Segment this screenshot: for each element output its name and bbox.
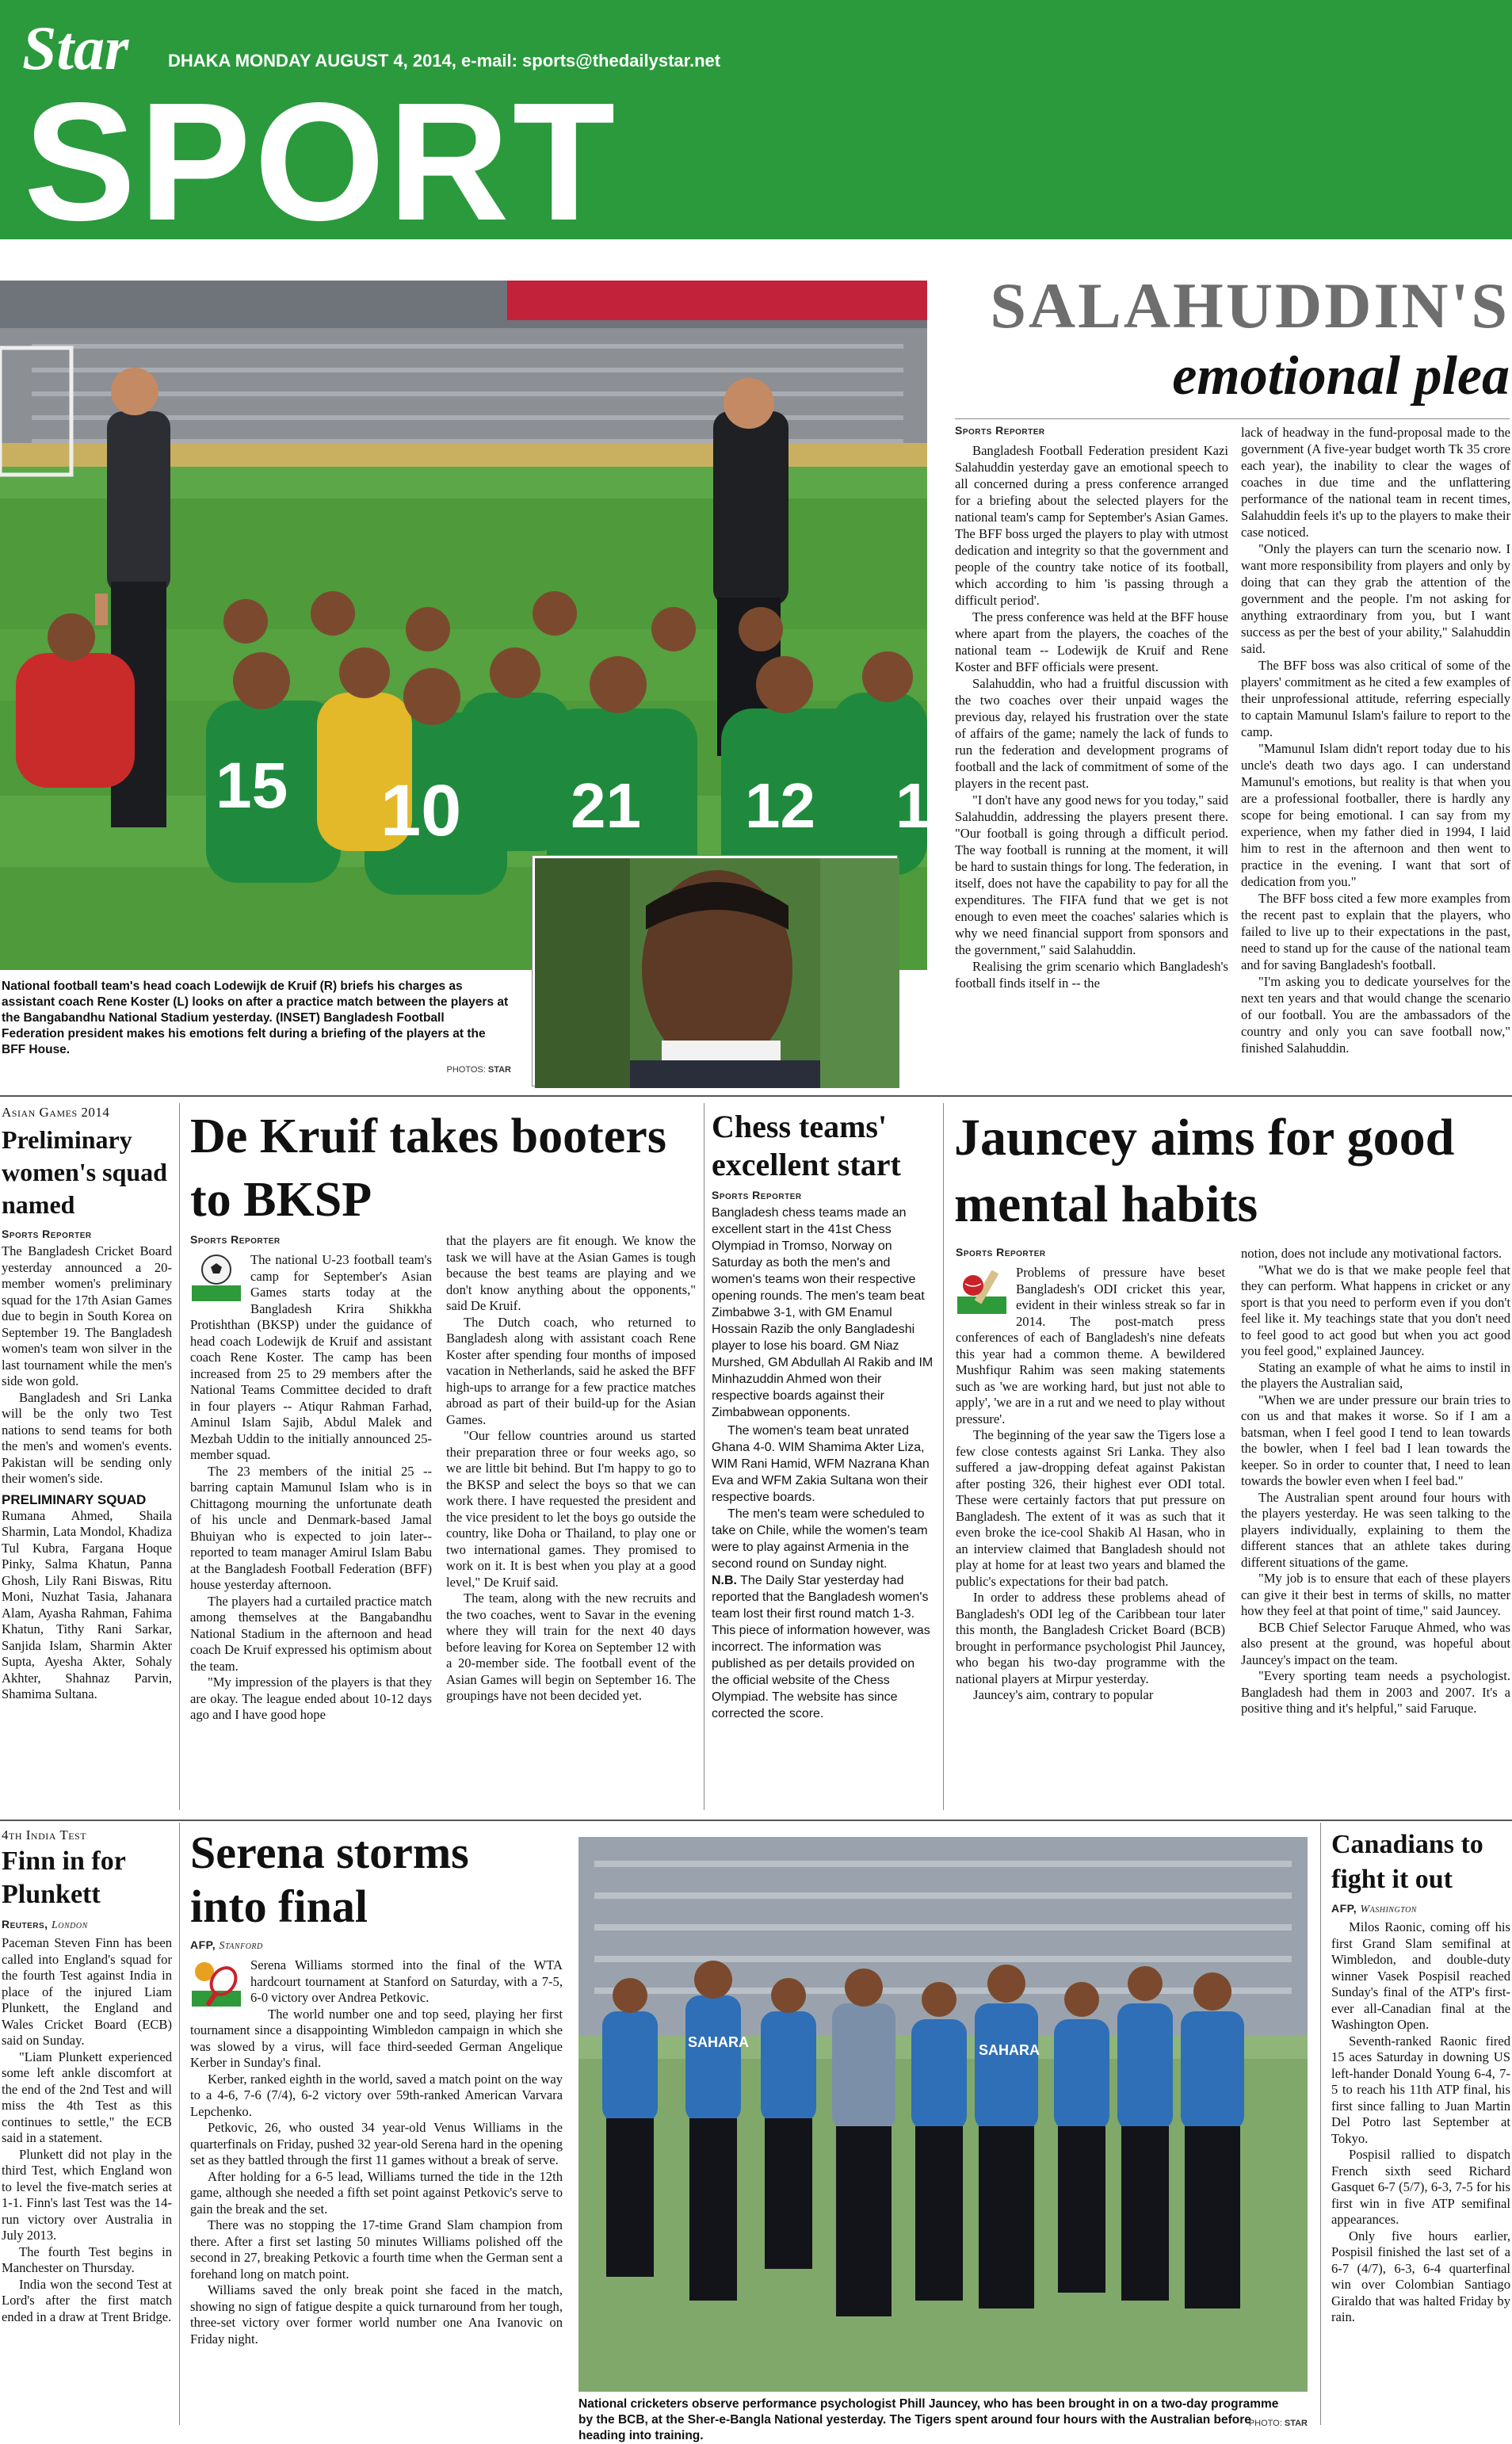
paragraph: "Only the players can turn the scenario now. I want more responsibility from players and only by doing that can they grab the attention of the government and the people. I'm not asking for anything extraordinary from you, but I want success as per the best of your ability," Salahuddin said. bbox=[1241, 541, 1510, 656]
paragraph: Bangladesh Football Federation president Kazi Salahuddin yesterday gave an emotional speech to all concerned during a press conference arranged for a briefing about the selected players for the national team's camp for September's Asian Games. The BFF boss urged the players to play with utmost dedication and integrity so that the government and people of the country take notice of its football, which according to him 'is passing through a difficult period'. bbox=[955, 443, 1228, 608]
paragraph: The players had a curtailed practice match among themselves at the Bangabandhu National Stadium in the afternoon and head coach De Kruif expressed his optimism about the team. bbox=[190, 1593, 432, 1674]
paragraph: Problems of pressure have beset Bangladesh's ODI cricket this year, evident in their winless streak so far in 2014. The post-match press conferences of each of Bangladesh's nine defeats this year had a common theme. A bewildered Mushfiqur Rahim was seen making statements such as 'we are working hard, but just not able to apply', 'we are in a rut and we need to play without pressure'. bbox=[956, 1265, 1225, 1426]
paragraph: "I don't have any good news for you today," said Salahuddin, addressing the players present there. "Our football is going through a difficult period. The way football is running at the moment, it will be hard to sustain things for long. The federation, in itself, does not have the capability to pay for all the expenditures. The FIFA fund that we get is not enough to even meet the coaches' salaries which is why we need financial support from sponsors and the government," said Salahuddin. bbox=[955, 792, 1228, 957]
dekruif-col-1 bbox=[190, 1252, 432, 1839]
dekruif-headline: De Kruif takes booters to BKSP bbox=[190, 1109, 666, 1227]
section-rule bbox=[0, 1095, 1512, 1097]
credit-source: STAR bbox=[487, 1065, 511, 1075]
lead-headline-1: SALAHUDDIN'S bbox=[990, 269, 1510, 342]
finn-agency: Reuters, bbox=[2, 1918, 48, 1930]
dekruif-byline: Sports Reporter bbox=[190, 1233, 281, 1246]
cricket-photo bbox=[578, 1837, 1308, 2392]
paragraph: Kerber, ranked eighth in the world, saved a match point on the way to a 4-6, 7-6 (7/4), 6-2 victory over 59th-ranked American Varvara Lepchenko. bbox=[190, 2071, 563, 2119]
paragraph: The world number one and top seed, playing her first tournament since a disappointing Wimbledon campaign in which she was slowed by a virus, will face third-seeded German Angelique Kerber in Sunday's final. bbox=[190, 2006, 563, 2070]
finn-headline: Finn in for Plunkett bbox=[2, 1846, 126, 1909]
paragraph bbox=[712, 1572, 934, 1722]
paragraph: The BFF boss was also critical of some of the players' commitment as he cited a few examples of their unprofessional attitude, referring especially to captain Mamunul Islam's failure to report to the camp. bbox=[1241, 658, 1510, 739]
paragraph: Jauncey's aim, contrary to popular bbox=[973, 1687, 1154, 1702]
serena-agency: AFP, bbox=[190, 1938, 216, 1951]
section-rule bbox=[0, 1820, 1512, 1821]
dateline: DHAKA MONDAY AUGUST 4, 2014, e-mail: sports@thedailystar.net bbox=[168, 51, 721, 71]
finn-story bbox=[2, 1827, 172, 2426]
chess-byline: Sports Reporter bbox=[712, 1189, 802, 1201]
paragraph: "My impression of the players is that they are okay. The league ended about 10-12 days ago and I have good hope bbox=[190, 1675, 432, 1722]
svg-text:10: 10 bbox=[380, 770, 462, 851]
svg-text:15: 15 bbox=[216, 750, 288, 822]
column-rule bbox=[179, 1823, 180, 2425]
star-logo: Star bbox=[22, 13, 129, 82]
tennis-icon bbox=[190, 1957, 242, 2010]
cricket-photo-credit bbox=[1212, 2419, 1308, 2428]
squad-heading: PRELIMINARY SQUAD bbox=[2, 1491, 147, 1507]
lead-col-1 bbox=[955, 442, 1228, 1076]
asian-byline: Sports Reporter bbox=[2, 1228, 92, 1240]
finn-byline bbox=[2, 1918, 172, 1935]
credit-label: PHOTO: bbox=[1248, 2419, 1282, 2428]
chess-headline: Chess teams' excellent start bbox=[712, 1109, 901, 1182]
squad-list: Rumana Ahmed, Shaila Sharmin, Lata Mondol, Khadiza Tul Kubra, Fargana Hoque Pinky, Salma Khatun, Panna Ghosh, Lily Rani Biswas, Ritu Moni, Nuzhat Tasia, Jahanara Alam, Ayasha Rahman, Fahima Khatun, Tithy Rani Sarkar, Sanjida Islam, Sharmin Akter Supta, Ayesha Akter, Sohaly Akhter, Shahnaz Parvin, Shamima Sultana. bbox=[2, 1507, 172, 1701]
paragraph: "Our fellow countries around us started their preparation three or four weeks ago, so we are little bit behind. But I'm happy to go to the BKSP and select the boys so that we can work there. I have requested the president and the vice president to let the boys go outside the country, like Doha or Thailand, to play one or two international games. They promised to work on it. It is best when you play at a good level," De Kruif said. bbox=[446, 1428, 696, 1590]
serena-byline bbox=[190, 1938, 263, 1956]
paragraph: Seventh-ranked Raonic fired 15 aces Saturday in downing US left-hander Donald Young 6-4, 7-5 to reach his 11th ATP final, his first since falling to Juan Martin Del Potro last September at Tokyo. bbox=[1331, 2033, 1510, 2146]
paragraph: Petkovic, 26, who ousted 34 year-old Venus Williams in the quarterfinals on Friday, pushed 32 year-old Serena hard in the opening set as they battled through the first 11 games without a break of serve. bbox=[190, 2120, 563, 2167]
jauncey-col-1 bbox=[956, 1265, 1225, 1843]
paragraph: Only five hours earlier, Pospisil finished the last set of a 6-7 (4/7), 6-3, 6-4 quarterfinal win over Colombian Santiago Giraldo that was halted Friday by rain. bbox=[1331, 2228, 1510, 2324]
credit-label: PHOTOS: bbox=[446, 1065, 486, 1075]
paragraph: lack of headway in the fund-proposal made to the government (A five-year budget worth Tk 35 crore each year), the inability to clear the wages of coaches in due time and the unflattering performance of the national team in recent times, Salahuddin feels it's up to the players to make their case noticed. bbox=[1241, 425, 1510, 540]
paragraph: "When we are under pressure our brain tries to con us and that makes it worse. So if I am a batsman, when I feel good I tend to lean towards the bowler, when I feel bad I lean towards the keeper. So in order to counter that, I need to lean towards the bowler even when I feel bad." bbox=[1241, 1392, 1510, 1488]
paragraph: "Liam Plunkett experienced some left ankle discomfort at the end of the 2nd Test and will miss the 4th Test as this continues to settle," the ECB said in a statement. bbox=[2, 2049, 172, 2145]
paragraph: The team, along with the new recruits and the two coaches, went to Savar in the evening where they will train for the next 40 days before leaving for Korea on September 12 with a 20-member side. The football event of the Asian Games will begin on September 16. The groupings have not been decided yet. bbox=[446, 1591, 696, 1703]
paragraph: The national U-23 football team's camp for September's Asian Games starts today at the Bangladesh Krira Shikkha Protishthan (BKSP) under the guidance of head coach Lodewijk de Kruif and assistant coach Rene Koster. The camp has been increased from 25 to 29 members after the National Teams Committee decided to draft in four players -- Atiqur Rahman Farhad, Aminul Islam Sajib, Abdul Malek and Mezbah Uddin to the initially announced 25-member squad. bbox=[190, 1252, 432, 1462]
nb-label: N.B. bbox=[712, 1574, 737, 1587]
paragraph: In order to address these problems ahead of Bangladesh's ODI leg of the Caribbean tour later this month, the Bangladesh Cricket Board (BCB) brought in performance psychologist Phil Jauncey, who began his two-day programme with the national players at Mirpur yesterday. bbox=[956, 1590, 1225, 1686]
svg-text:21: 21 bbox=[571, 770, 641, 841]
lead-col-2 bbox=[1241, 424, 1510, 1076]
finn-kicker: 4th India Test bbox=[2, 1827, 87, 1843]
paragraph: India won the second Test at Lord's after the first match ended in a draw at Trent Bridge. bbox=[2, 2276, 172, 2324]
chess-story bbox=[712, 1108, 934, 1821]
canadians-headline: Canadians to fight it out bbox=[1331, 1830, 1483, 1894]
jauncey-headline: Jauncey aims for good mental habits bbox=[954, 1109, 1455, 1233]
asian-kicker: Asian Games 2014 bbox=[2, 1105, 110, 1120]
canadians-place: Washington bbox=[1360, 1904, 1417, 1915]
paragraph: The 23 members of the initial 25 -- barring captain Mamunul Islam who is in Chittagong mourning the unfortunate death of his uncle and Denmark-based Jamal Bhuiyan who is expected to join later-- reported to team manager Amirul Islam Babu at the Bangladesh Football Federation (BFF) house yesterday afternoon. bbox=[190, 1463, 432, 1592]
banner-text: SAHARA bbox=[979, 2042, 1040, 2058]
serena-body bbox=[190, 1957, 563, 2425]
lead-photo-credit bbox=[412, 1065, 511, 1075]
canadians-agency: AFP, bbox=[1331, 1902, 1357, 1915]
paragraph: The Dutch coach, who returned to Bangladesh along with assistant coach Rene Koster after spending four months of imposed vacation in Netherlands, said he asked the BFF high-ups to arrange for a few practice matches abroad as part of their build-up for the Asian Games. bbox=[446, 1314, 696, 1427]
paragraph: "Every sporting team needs a psychologist. Bangladesh had them in 2003 and 2007. It's a positive thing and it's helpful," said Faruque. bbox=[1241, 1668, 1510, 1716]
serena-place: Stanford bbox=[219, 1940, 263, 1952]
column-rule bbox=[179, 1103, 180, 1810]
lead-rule bbox=[955, 418, 1510, 419]
paragraph: that the players are fit enough. We know the task we will have at the Asian Games is tough because the best teams are playing and we don't know anything about the opponents," said De Kruif. bbox=[446, 1233, 696, 1313]
paragraph: Williams saved the only break point she faced in the match, showing no sign of fatigue despite a quick turnaround from her tough, three-set victory over former world number one Ana Ivanovic on Friday night. bbox=[190, 2282, 563, 2347]
svg-text:1: 1 bbox=[895, 770, 931, 841]
paragraph: "What we do is that we make people feel that they can perform. What happens in cricket or any sport is that you need to perform even if you don't feel like it. My teachings state that you don't need to feel good to act good but when you act good you feel good," explained Jauncey. bbox=[1241, 1262, 1510, 1358]
canadians-byline bbox=[1331, 1902, 1510, 1919]
paragraph: Serena Williams stormed into the final of the WTA hardcourt tournament at Stanford on Saturday, with a 7-5, 6-0 victory over Andrea Petkovic. bbox=[250, 1957, 563, 2005]
banner-text: SAHARA bbox=[688, 2034, 750, 2050]
paragraph: After holding for a 6-5 lead, Williams turned the tide in the 12th game, although she needed a fifth set point against Petkovic's serve to gain the break and the set. bbox=[190, 2168, 563, 2217]
column-rule bbox=[943, 1103, 944, 1810]
paragraph: Pospisil rallied to dispatch French sixth seed Richard Gasquet 6-7 (5/7), 6-3, 7-5 for his first win in five ATP semifinal appearances. bbox=[1331, 2147, 1510, 2227]
dekruif-col-2 bbox=[446, 1233, 696, 1843]
asian-headline: Preliminary women's squad named bbox=[2, 1125, 167, 1219]
nb-text: The Daily Star yesterday had reported that the Bangladesh women's team lost their first round match 1-3. This piece of information however, was incorrect. The information was published as per details provided on the official website of the Chess Olympiad. The website has since corrected the score. bbox=[712, 1574, 930, 1720]
paragraph: The beginning of the year saw the Tigers lose a few close contests against Sri Lanka. They also suffered a jaw-dropping defeat against Pakistan after posting 326, their highest ever ODI total. These were certainly factors that put pressure on Bangladesh. The extent of it was as such that it even broke the ice-cool Shakib Al Hasan, who in an interview claimed that Bangladesh should not play at home for at least two years and blamed the public's expectations for their bad patch. bbox=[956, 1427, 1225, 1589]
finn-place: London bbox=[51, 1919, 88, 1931]
football-icon bbox=[190, 1252, 242, 1304]
paragraph: Milos Raonic, coming off his first Grand Slam semifinal at Wimbledon, and double-duty winner Vasek Pospisil reached Sunday's final of the ATP's first-ever all-Canadian final at the Washington Open. bbox=[1331, 1919, 1510, 2032]
asian-games-story bbox=[2, 1105, 172, 1897]
canadians-story bbox=[1331, 1827, 1510, 2426]
paragraph: Plunkett did not play in the third Test, which England won to level the five-match series at 1-1. Finn's last Test was the 14-run victory over Australia in July 2013. bbox=[2, 2146, 172, 2243]
paragraph: Paceman Steven Finn has been called into England's squad for the fourth Test against India in place of the injured Liam Plunkett, the England and Wales Cricket Board (ECB) said on Sunday. bbox=[2, 1935, 172, 2048]
paragraph: The Australian spent around four hours with the players yesterday. He was seen talking to the players individually, explaining to them the different stances that an athlete takes during different situations of the game. bbox=[1241, 1489, 1510, 1570]
paragraph: The press conference was held at the BFF house where apart from the players, the coaches of the national team -- Lodewijk de Kruif and Rene Koster and BFF officials were present. bbox=[955, 609, 1228, 674]
paragraph: Bangladesh chess teams made an excellent start in the 41st Chess Olympiad in Tromso, Norway on Saturday as both the men's and women's teams won their respective opening rounds. The men's team beat Zimbabwe 3-1, with GM Enamul Hossain Razib the only Bangladeshi player to lose his board. GM Niaz Murshed, GM Abdullah Al Rakib and IM Minhazuddin Ahmed won their respective boards against their Zimbabwean opponents. bbox=[712, 1206, 934, 1419]
paragraph: Bangladesh and Sri Lanka will be the only two Test nations to send teams for both the men's and women's events. Pakistan will be sending only their women's side. bbox=[2, 1389, 172, 1486]
paragraph: The fourth Test begins in Manchester on Thursday. bbox=[2, 2244, 172, 2275]
cricket-icon bbox=[956, 1265, 1008, 1317]
paragraph: The Bangladesh Cricket Board yesterday announced a 20-member women's preliminary squad for the 17th Asian Games due to begin in South Korea on September 19. The Bangladesh women's team won silver in the last tournament while the men's side won gold. bbox=[2, 1243, 172, 1388]
paragraph: "My job is to ensure that each of these players can give it their best in terms of skills, no matter how they feel at that point of time," said Jauncey. bbox=[1241, 1571, 1510, 1618]
paragraph: Stating an example of what he aims to instil in the players the Australian said, bbox=[1241, 1359, 1510, 1391]
paragraph: "I'm asking you to dedicate yourselves for the next ten years and that would change the scenario of our football. You are the ambassadors of the country and only you can save football now," finished Salahuddin. bbox=[1241, 974, 1510, 1056]
paragraph: The BFF boss cited a few more examples from the recent past to explain that the players, who failed to live up to their expectations in the past, need to stand up for the cause of the national team and for saving Bangladesh's football. bbox=[1241, 891, 1510, 972]
paragraph: notion, does not include any motivational factors. bbox=[1241, 1246, 1502, 1261]
paragraph: Salahuddin, who had a fruitful discussion with the two coaches over their unpaid wages the previous day, relayed his frustration over the state of affairs of the game; namely the lack of funds to run the federation and development programs of football and the lack of commitment of some of the players in the recent past. bbox=[955, 676, 1228, 791]
paragraph: There was no stopping the 17-time Grand Slam champion from there. After a first set lasting 50 minutes Williams polished off the second in 27, breaking Petkovic a fourth time when the German sent a forehand long on match point. bbox=[190, 2217, 563, 2282]
column-rule bbox=[1320, 1823, 1321, 2425]
cricket-caption: National cricketers observe performance psychologist Phill Jauncey, who has been brought in on a two-day programme by the BCB, at the Sher-e-Bangla National yesterday. The Tigers spent around four hours with the Australian before heading into training. bbox=[578, 2397, 1279, 2442]
jauncey-byline: Sports Reporter bbox=[956, 1246, 1046, 1258]
jauncey-col-2 bbox=[1241, 1246, 1510, 1848]
paragraph: BCB Chief Selector Faruque Ahmed, who was also present at the ground, was hopeful about Jauncey's impact on the team. bbox=[1241, 1619, 1510, 1667]
credit-source: STAR bbox=[1284, 2419, 1308, 2428]
paragraph: "Mamunul Islam didn't report today due to his uncle's death two days ago. I can understand Mamunul's emotions, but reality is that when you are a professional footballer, there is hardly any scope for being emotional. I can say from my experience, when my father died in 1994, I laid him to rest in the afternoon and then went to practice in the evening. I want that sort of dedication from you." bbox=[1241, 741, 1510, 889]
serena-headline: Serena storms into final bbox=[190, 1827, 469, 1932]
sport-title: SPORT bbox=[24, 67, 619, 255]
paragraph: The men's team were scheduled to take on Chile, while the women's team were to play against Armenia in the second round on Sunday night. bbox=[712, 1507, 928, 1571]
paragraph: Realising the grim scenario which Bangladesh's football finds itself in -- the bbox=[955, 959, 1228, 991]
lead-byline: Sports Reporter bbox=[955, 424, 1045, 437]
svg-text:12: 12 bbox=[745, 770, 815, 841]
lead-headline-2: emotional plea bbox=[1172, 346, 1510, 407]
paragraph: The women's team beat unrated Ghana 4-0. WIM Shamima Akter Liza, WIM Rani Hamid, WFM Nazrana Khan Eva and WFM Zakia Sultana won their respective boards. bbox=[712, 1424, 930, 1504]
inset-photo bbox=[533, 856, 897, 1086]
lead-caption: National football team's head coach Lodewijk de Kruif (R) briefs his charges as assistant coach Rene Koster (L) looks on after a practice match between the players at the Bangabandhu National Stadium yesterday. (INSET) Bangladesh Football Federation president makes his emotions felt during a briefing of the players at the BFF House. bbox=[2, 980, 509, 1056]
